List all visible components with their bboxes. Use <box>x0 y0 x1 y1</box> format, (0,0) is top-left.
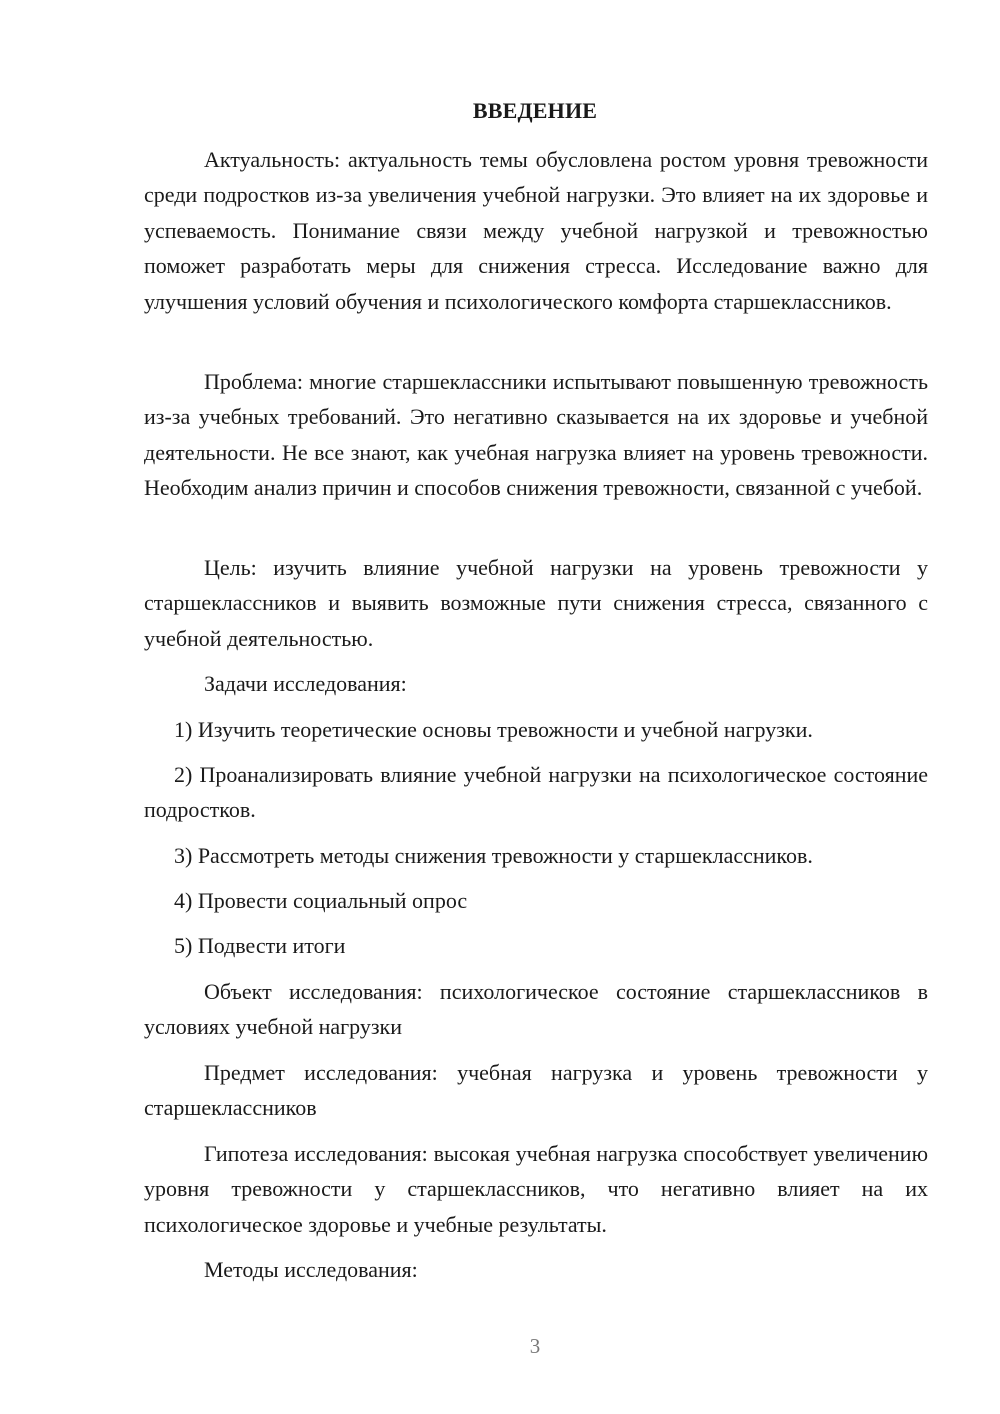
paragraph-problem: Проблема: многие старшеклассники испытывают повышенную тревожность из-за учебных требований. Это негативно сказывается на их здоровье и учебной деятельности. Не все знают, как учебная нагрузка влияет на уровень тревожности. Необходим анализ причин и способов снижения тревожности, связанной с учебой. <box>144 369 928 501</box>
task-item-2: 2) Проанализировать влияние учебной нагрузки на психологическое состояние подростков. <box>144 762 928 823</box>
paragraph-subject: Предмет исследования: учебная нагрузка и уровень тревожности у старшеклассников <box>144 1060 928 1121</box>
task-item-4: 4) Провести социальный опрос <box>174 888 468 913</box>
paragraph-object: Объект исследования: психологическое состояние старшеклассников в условиях учебной нагрузки <box>144 979 928 1040</box>
paragraph-relevance: Актуальность: актуальность темы обусловлена ростом уровня тревожности среди подростков из-за увеличения учебной нагрузки. Это влияет на их здоровье и успеваемость. Понимание связи между учебной нагрузкой и тревожностью поможет разработать меры для снижения стресса. Исследование важно для улучшения условий обучения и психологического комфорта старшеклассников. <box>144 147 928 314</box>
section-title: ВВЕДЕНИЕ <box>472 98 598 123</box>
tasks-heading: Задачи исследования: <box>204 671 407 696</box>
paragraph-hypothesis: Гипотеза исследования: высокая учебная нагрузка способствует увеличению уровня тревожности у старшеклассников, что негативно влияет на их психологическое здоровье и учебные результаты. <box>144 1141 928 1237</box>
task-item-1: 1) Изучить теоретические основы тревожности и учебной нагрузки. <box>174 717 813 742</box>
page-number: 3 <box>529 1334 541 1358</box>
paragraph-goal: Цель: изучить влияние учебной нагрузки на уровень тревожности у старшеклассников и выявить возможные пути снижения стресса, связанного с учебной деятельностью. <box>144 555 928 651</box>
methods-heading: Методы исследования: <box>204 1257 418 1282</box>
task-item-5: 5) Подвести итоги <box>174 933 346 958</box>
task-item-3: 3) Рассмотреть методы снижения тревожности у старшеклассников. <box>174 843 813 868</box>
